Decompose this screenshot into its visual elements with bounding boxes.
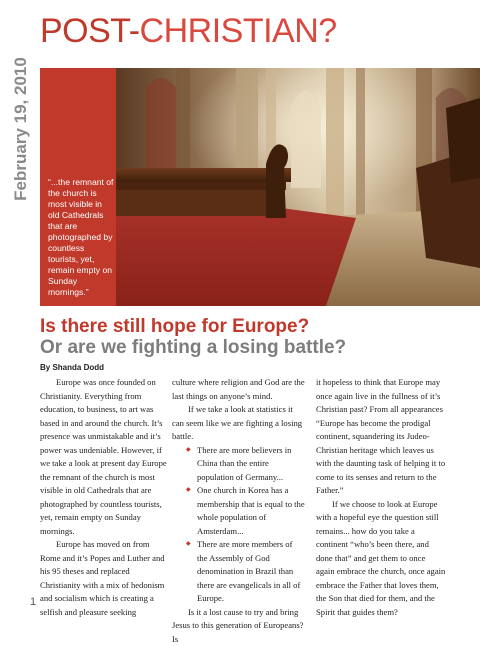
cathedral-photo — [116, 68, 480, 306]
body-paragraph: Europe was once founded on Christianity. Everything from education, to business, to art was based in and around the church. It’s presence was unmistakable and it’s power was undeniable. However, if we take a look at present day Europe the remnant of the church is most visible in old Cathedrals that are photographed by countless tourists, yet, remain empty on Sunday mornings. — [40, 376, 167, 538]
article-column-3 — [316, 376, 446, 619]
body-paragraph: Is it a lost cause to try and bring Jesus to this generation of Europeans? Is — [172, 606, 305, 646]
body-paragraph: it hopeless to think that Europe may once again live in the fullness of it’s Christian past? From all appearances “Europe has become the prodigal continent, squandering its Judeo-Christian heritage which leaves us with the daunting task of helping it to come to its senses and return to the Father.” — [316, 376, 446, 498]
pull-quote: “...the remnant of the church is most visible in old Cathedrals that are photographed by countless tourists, yet, remain empty on Sunday mornings.” — [48, 177, 114, 298]
cathedral-interior-image — [116, 68, 480, 306]
body-paragraph: If we take a look at statistics it can seem like we are fighting a losing battle. — [172, 403, 305, 444]
byline: By Shanda Dodd — [40, 363, 104, 372]
statistic-item: ◆ There are more members of the Assembly of God denomination in Brazil than there are evangelicals in all of Europe. — [172, 538, 305, 606]
body-paragraph: culture where religion and God are the last things on anyone’s mind. — [172, 376, 305, 403]
article-title — [40, 14, 337, 48]
statistic-item: ◆ There are more believers in China than the entire population of Germany... — [172, 444, 305, 485]
body-paragraph: Europe has moved on from Rome and it’s Popes and Luther and his 95 theses and replaced Christianity with a mix of hedonism and socialism which is creating a selfish and pleasure seeking — [40, 538, 167, 619]
title-part-post: POST- — [40, 12, 140, 50]
article-column-1 — [40, 376, 167, 619]
title-part-christian: CHRISTIAN? — [140, 12, 337, 50]
article-column-2 — [172, 376, 305, 646]
publish-date: February 19, 2010 — [9, 54, 33, 204]
statistic-item: ◆ One church in Korea has a membership that is equal to the whole population of Amsterdam... — [172, 484, 305, 538]
headline-line-1: Is there still hope for Europe? — [40, 316, 346, 337]
headline — [40, 316, 346, 358]
statistics-list — [172, 444, 305, 606]
page-number: 1 — [30, 596, 36, 608]
headline-line-2: Or are we fighting a losing battle? — [40, 337, 346, 358]
body-paragraph: If we choose to look at Europe with a hopeful eye the question still remains... how do you take a continent “who’s been there, and done that” and get them to once again embrace the church, once again embrace the Father that loves them, the Son that died for them, and the Spirit that guides them? — [316, 498, 446, 620]
pull-quote-box — [40, 68, 116, 306]
